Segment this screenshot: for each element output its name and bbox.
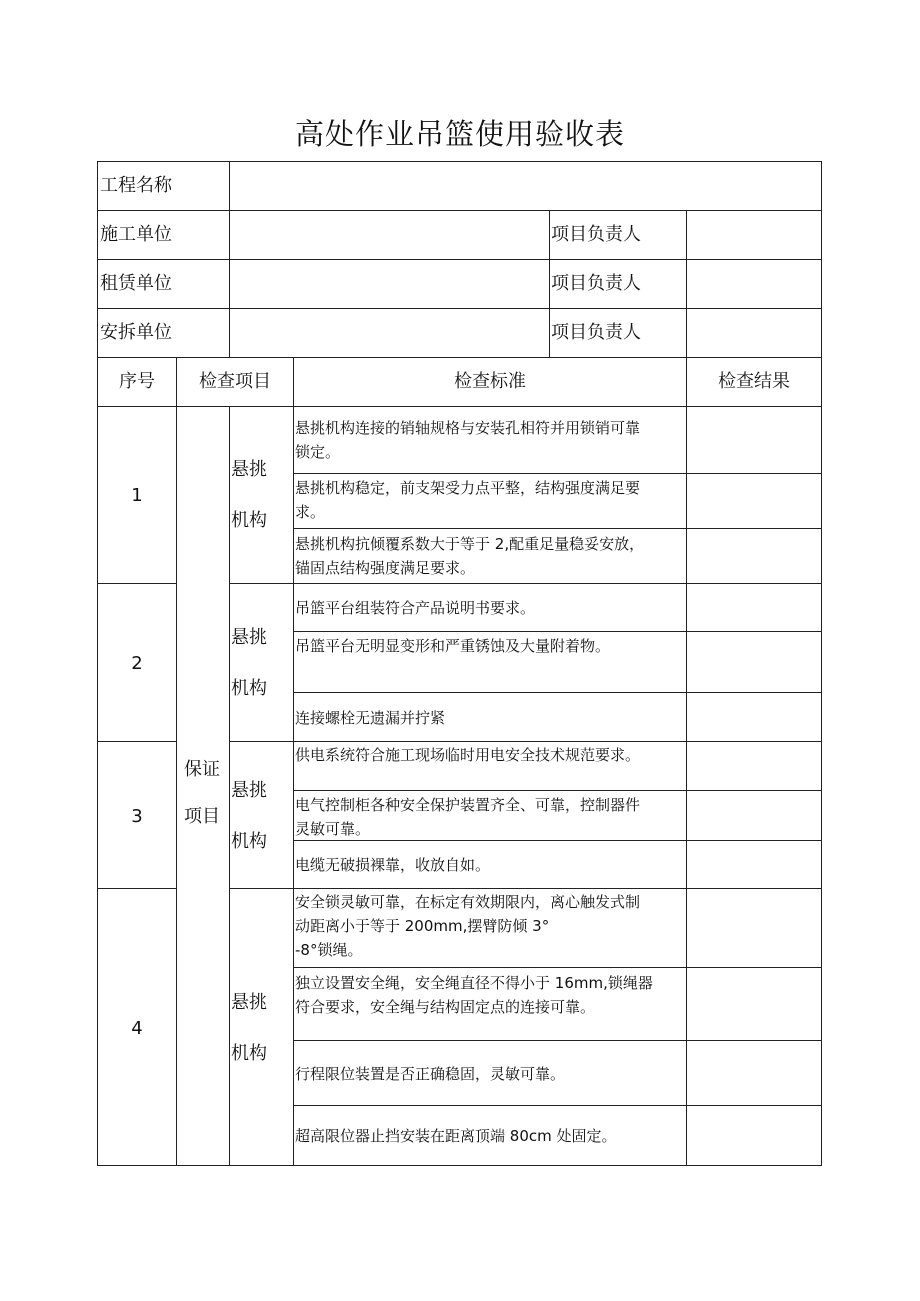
standard-text: 独立设置安全绳，安全绳直径不得小于 16mm,锁绳器 符合要求，安全绳与结构固定点的连接可靠。 [295,974,653,1016]
construction-resp-field[interactable] [688,212,820,258]
group-sub-2-line1: 悬挑 [231,627,267,648]
result-field[interactable] [688,792,820,839]
construction-unit-label: 施工单位 [100,224,172,245]
install-resp-label: 项目负责人 [551,322,641,343]
install-unit-label: 安拆单位 [100,322,172,343]
col-header-standard: 检查标准 [454,371,526,392]
form-title: 高处作业吊篮使用验收表 [294,117,625,151]
category-label-line2: 项目 [184,806,220,827]
result-field[interactable] [688,585,820,630]
project-name-label: 工程名称 [100,175,172,196]
group-seq-2: 2 [131,653,143,674]
result-field[interactable] [688,842,820,887]
group-sub-4-line2: 机构 [231,1043,267,1064]
standard-text: 吊篮平台组装符合产品说明书要求。 [295,599,536,617]
result-field[interactable] [688,408,820,472]
result-field[interactable] [688,1042,820,1104]
group-sub-3-line2: 机构 [231,831,267,852]
result-field[interactable] [688,890,820,966]
group-seq-4: 4 [131,1018,143,1039]
col-header-result: 检查结果 [718,371,790,392]
group-sub-1-line1: 悬挑 [231,459,267,480]
standard-text: 连接螺栓无遗漏并拧紧 [295,709,446,727]
standard-text: 悬挑机构连接的销轴规格与安装孔相符并用锁销可靠 锁定。 [295,419,641,461]
result-field[interactable] [688,530,820,582]
install-resp-field[interactable] [688,310,820,356]
group-sub-3-line1: 悬挑 [231,780,267,801]
standard-text: 悬挑机构稳定，前支架受力点平整，结构强度满足要 求。 [295,479,641,521]
result-field[interactable] [688,633,820,691]
standard-text: 电缆无破损裸靠，收放自如。 [295,856,491,874]
category-label-line1: 保证 [184,759,220,780]
standard-text: 电气控制柜各种安全保护装置齐全、可靠，控制器件 灵敏可靠。 [295,796,641,838]
result-field[interactable] [688,1107,820,1164]
group-seq-1: 1 [131,485,143,506]
standard-text: 悬挑机构抗倾覆系数大于等于 2,配重足量稳妥安放， 锚固点结构强度满足要求。 [295,535,645,577]
col-header-item: 检查项目 [199,371,271,392]
rental-resp-label: 项目负责人 [551,273,641,294]
install-unit-field[interactable] [231,310,547,356]
construction-unit-field[interactable] [231,212,547,258]
group-sub-1-line2: 机构 [231,510,267,531]
group-sub-4-line1: 悬挑 [231,992,267,1013]
standard-text: 超高限位器止挡安装在距离顶端 80cm 处固定。 [295,1127,617,1145]
result-field[interactable] [688,475,820,527]
rental-resp-field[interactable] [688,261,820,307]
group-seq-3: 3 [131,806,143,827]
result-field[interactable] [688,969,820,1039]
standard-text: 安全锁灵敏可靠，在标定有效期限内，离心触发式制 动距离小于等于 200mm,摆臂防倾 3° -8°锁绳。 [295,893,641,959]
group-sub-2-line2: 机构 [231,678,267,699]
result-field[interactable] [688,743,820,789]
standard-text: 供电系统符合施工现场临时用电安全技术规范要求。 [295,746,641,764]
standard-text: 行程限位装置是否正确稳固，灵敏可靠。 [295,1065,566,1083]
project-name-field[interactable] [231,163,819,209]
result-field[interactable] [688,694,820,740]
standard-text: 吊篮平台无明显变形和严重锈蚀及大量附着物。 [295,637,611,655]
rental-unit-field[interactable] [231,261,547,307]
col-header-seq: 序号 [119,371,155,392]
construction-resp-label: 项目负责人 [551,224,641,245]
rental-unit-label: 租赁单位 [100,273,172,294]
